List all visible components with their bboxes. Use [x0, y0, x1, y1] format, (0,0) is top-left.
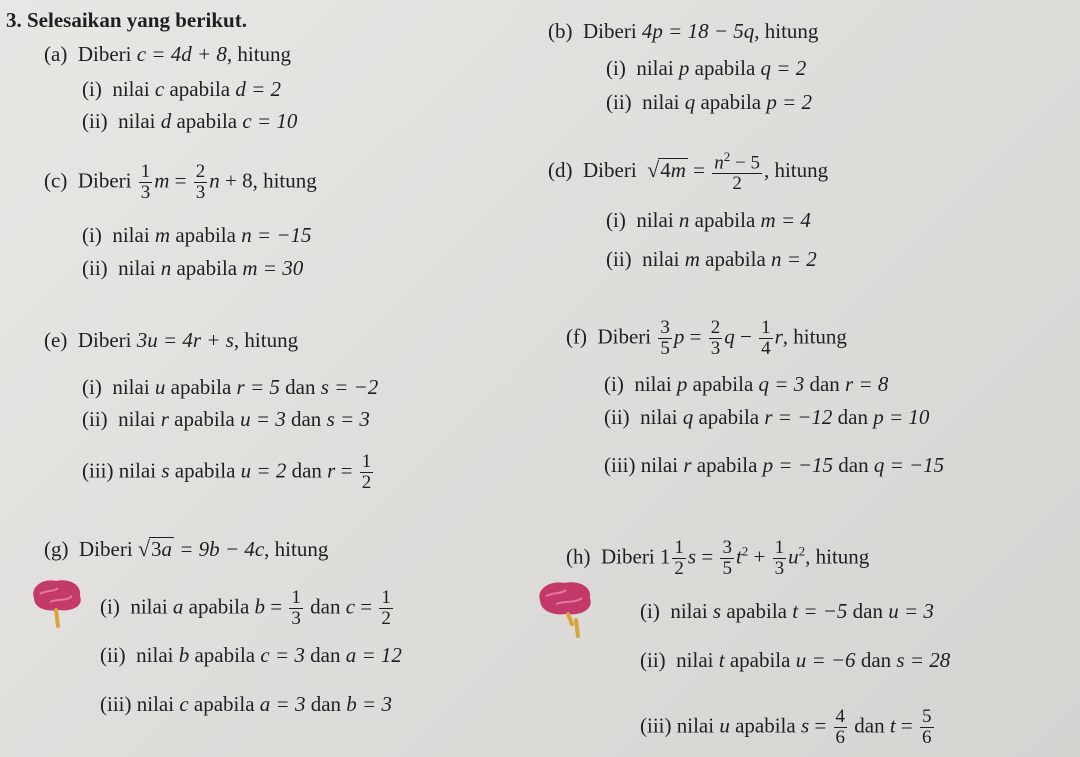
label-b: (b)	[548, 19, 573, 43]
label-e: (e)	[44, 328, 68, 352]
exercise-header: 3. Selesaikan yang berikut.	[6, 8, 247, 32]
question-g-part-iii: (iii) nilai c apabila a = 3 dan b = 3	[100, 692, 392, 716]
question-e-given: (e) Diberi 3u = 4r + s, hitung	[44, 328, 299, 352]
question-b-part-i: (i) nilai p apabila q = 2	[606, 56, 807, 80]
label-a: (a)	[44, 42, 68, 66]
question-c-given: (c) Diberi $\frac{1}{3}$ m = $\frac{2}{3}$ n + 8, hitung	[44, 161, 317, 203]
question-e-part-ii: (ii) nilai r apabila u = 3 dan s = 3	[82, 407, 370, 431]
decorative-blob-right-icon	[534, 578, 596, 648]
question-g-part-i: (i) nilai a apabila b = $\frac{1}{3}$ dan c = $\frac{1}{2}$	[100, 587, 391, 629]
label-g: (g)	[44, 537, 69, 561]
question-f-part-iii: (iii) nilai r apabila p = −15 dan q = −15	[604, 453, 945, 477]
question-d-given: (d) Diberi √4m = $\frac{n^2 - 5}{2}$ , hitung	[548, 149, 829, 195]
label-d: (d)	[548, 157, 573, 182]
question-h-given: (h) Diberi 1 $\frac{1}{2}$ s = $\frac{3}{5}$ $t^2$ + $\frac{1}{3}$ $u^2$, hitung	[566, 537, 870, 579]
question-h-part-i: (i) nilai s apabila t = −5 dan u = 3	[640, 599, 934, 623]
question-h-part-ii: (ii) nilai t apabila u = −6 dan s = 28	[640, 648, 951, 672]
question-c-part-i: (i) nilai m apabila n = −15	[82, 223, 312, 247]
question-e-part-i: (i) nilai u apabila r = 5 dan s = −2	[82, 375, 379, 399]
question-g-given: (g) Diberi √3a = 9b − 4c, hitung	[44, 536, 329, 561]
question-d-part-i: (i) nilai n apabila m = 4	[606, 208, 811, 232]
question-f-part-i: (i) nilai p apabila q = 3 dan r = 8	[604, 372, 889, 396]
question-e-part-iii: (iii) nilai s apabila u = 2 dan r = $\frac{1}{2}$	[82, 451, 372, 493]
question-d-part-ii: (ii) nilai m apabila n = 2	[606, 247, 817, 271]
label-h: (h)	[566, 544, 591, 569]
question-f-part-ii: (ii) nilai q apabila r = −12 dan p = 10	[604, 405, 930, 429]
label-c: (c)	[44, 168, 68, 193]
question-a-given: (a) Diberi c = 4d + 8, hitung	[44, 42, 292, 66]
question-g-part-ii: (ii) nilai b apabila c = 3 dan a = 12	[100, 643, 402, 667]
question-f-given: (f) Diberi $\frac{3}{5}$ p = $\frac{2}{3}$ q − $\frac{1}{4}$ r, hitung	[566, 317, 847, 359]
question-c-part-ii: (ii) nilai n apabila m = 30	[82, 256, 304, 280]
question-b-part-ii: (ii) nilai q apabila p = 2	[606, 90, 813, 114]
question-h-part-iii: (iii) nilai u apabila s = $\frac{4}{6}$ dan t = $\frac{5}{6}$	[640, 706, 932, 748]
question-b-given: (b) Diberi 4p = 18 − 5q, hitung	[548, 19, 819, 43]
question-a-part-i: (i) nilai c apabila d = 2	[82, 77, 282, 101]
decorative-blob-left-icon	[28, 576, 86, 638]
label-f: (f)	[566, 324, 587, 349]
question-a-part-ii: (ii) nilai d apabila c = 10	[82, 109, 298, 133]
